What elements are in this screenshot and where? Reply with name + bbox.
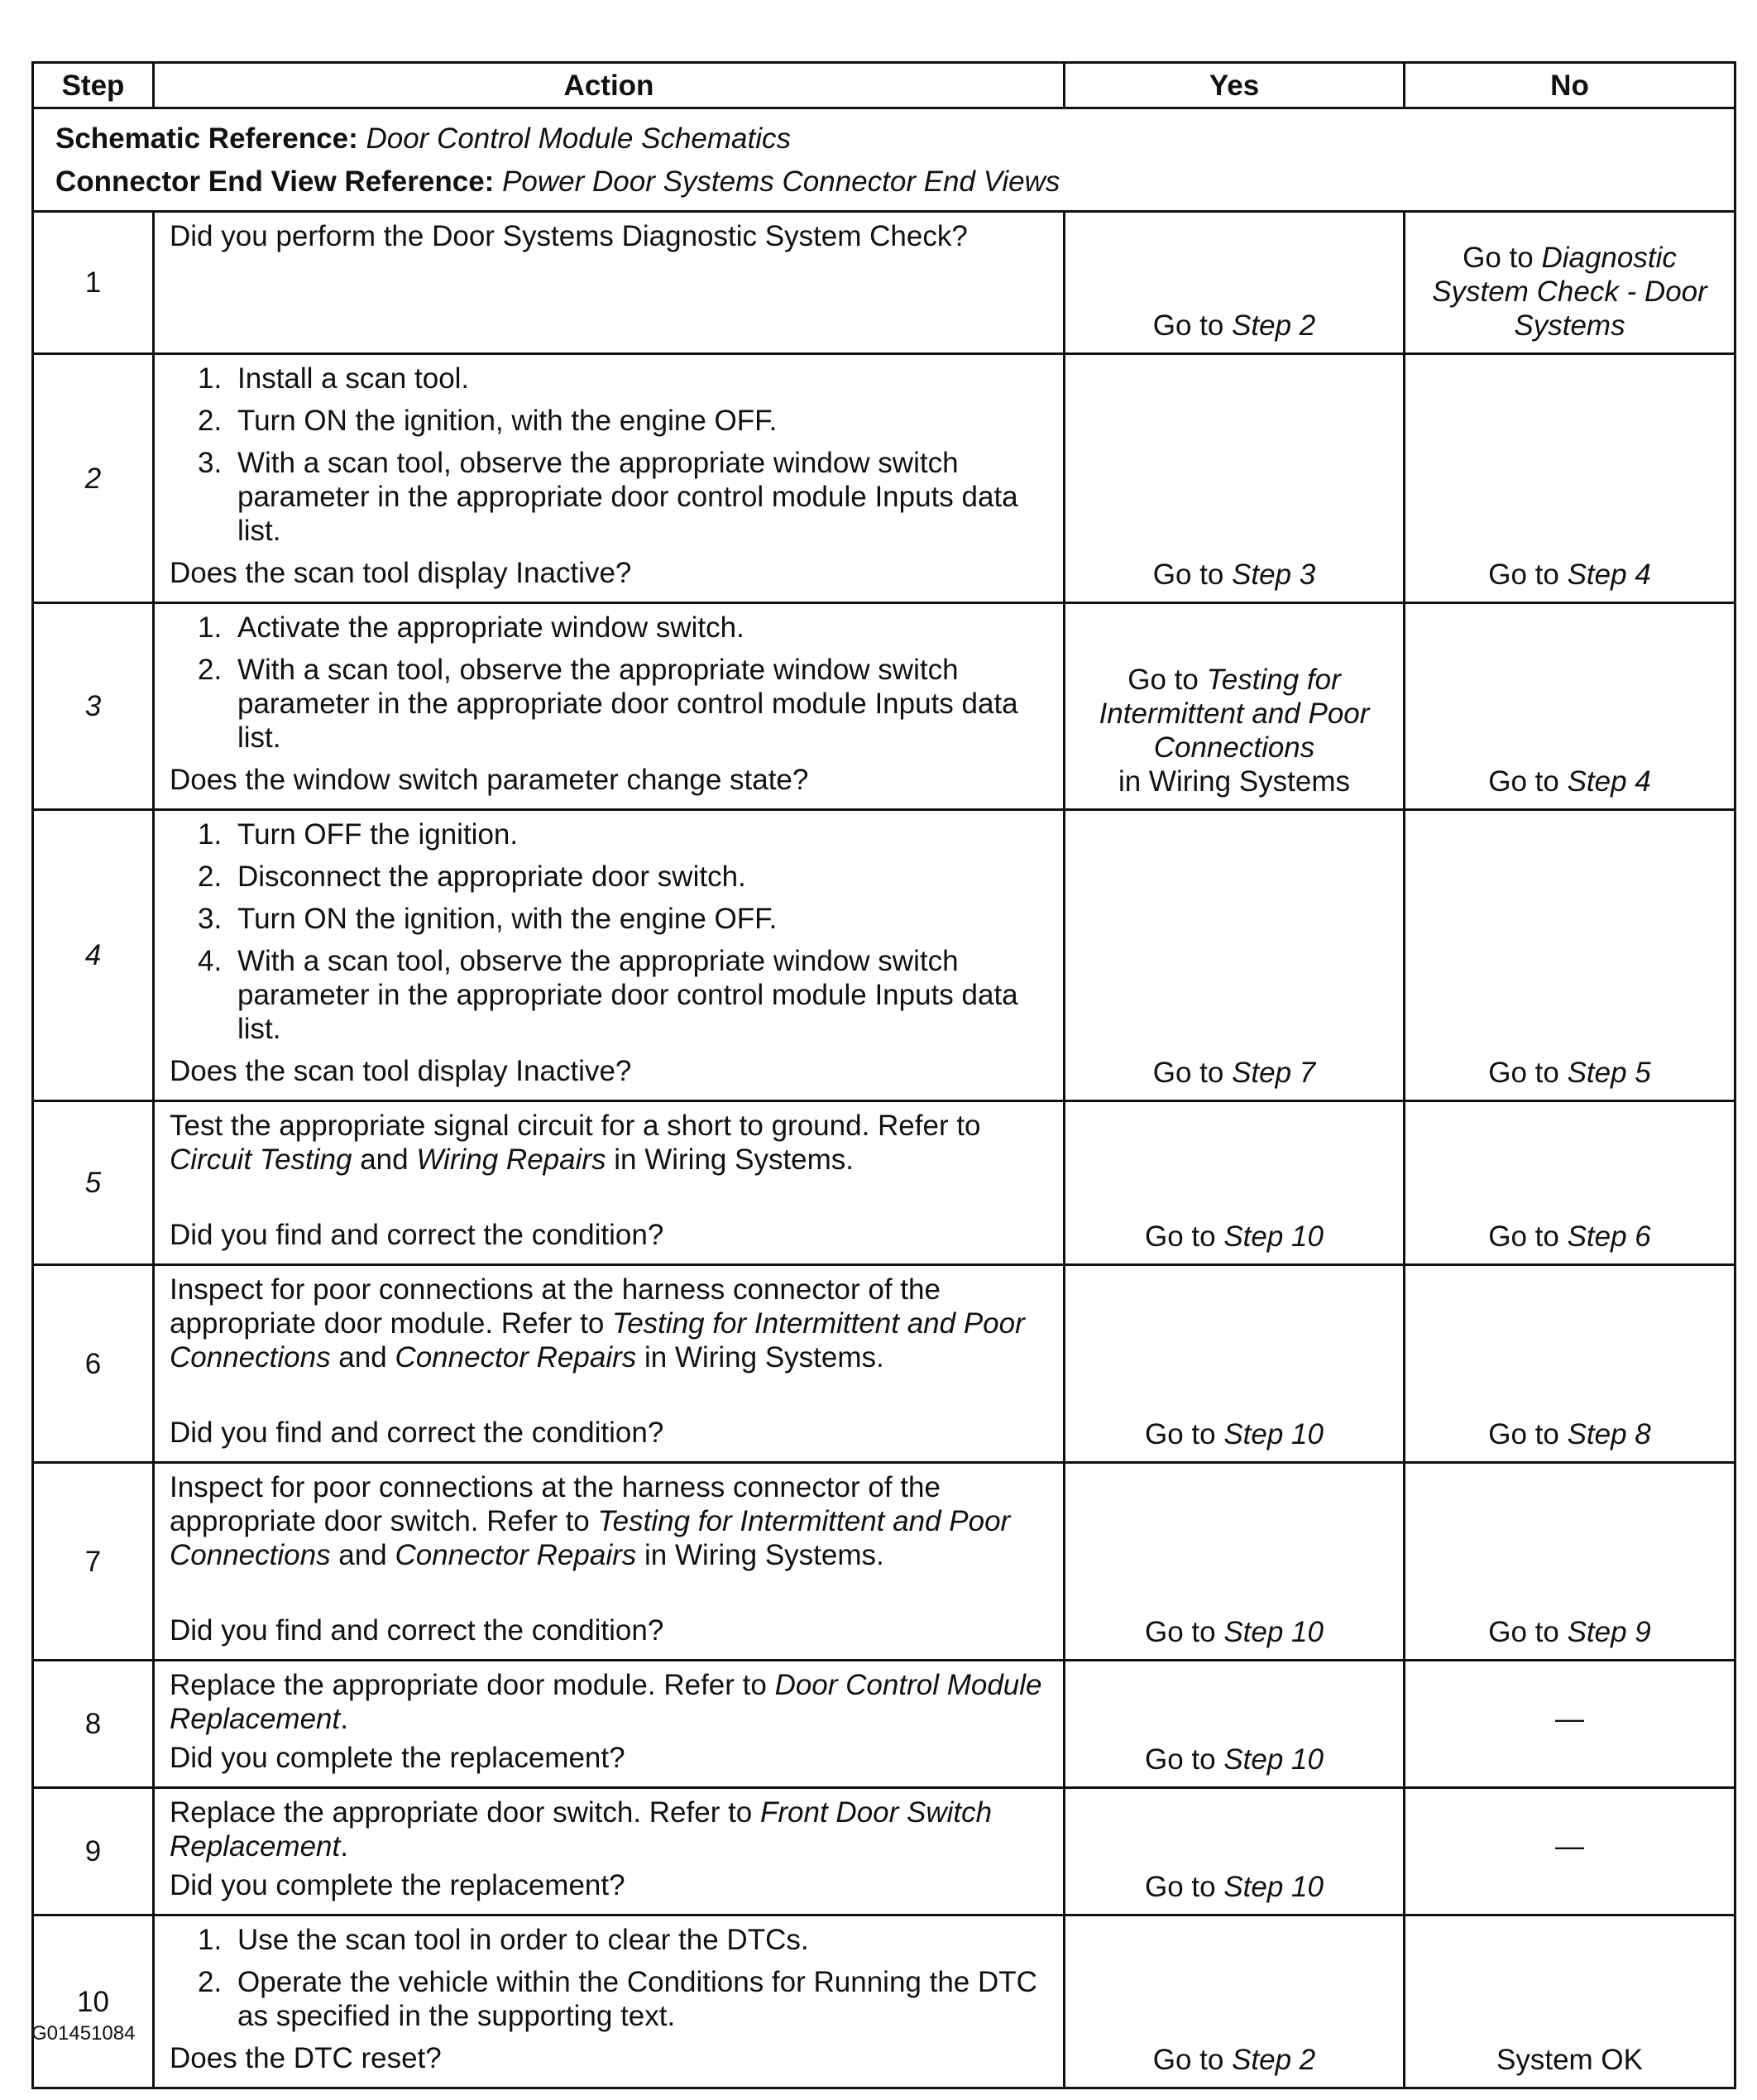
step-number: 2	[33, 354, 154, 603]
yes-cell	[1065, 1101, 1405, 1265]
yes-cell	[1065, 354, 1405, 603]
circuit-testing-link[interactable]: Circuit Testing	[170, 1143, 352, 1176]
table-row	[33, 1915, 1735, 2088]
yes-link[interactable]: Step 2	[1232, 309, 1316, 342]
yes-prefix: Go to	[1145, 1220, 1224, 1253]
yes-link[interactable]: Step 7	[1232, 1057, 1316, 1089]
table-row	[33, 354, 1735, 603]
list-item: 3. With a scan tool, observe the appropriate window switch parameter in the appropriate door control module Inputs data list.	[198, 447, 1018, 547]
table-row	[33, 1463, 1735, 1661]
list-item: 1. Use the scan tool in order to clear the DTCs.	[198, 1924, 809, 1956]
yes-suffix: in Wiring Systems	[1118, 765, 1351, 798]
yes-prefix: Go to	[1152, 309, 1233, 342]
no-prefix: Go to	[1488, 1616, 1568, 1648]
action-text: Inspect for poor connections at the harness connector of the appropriate door switch. Refer to Testing for Intermittent and Poor Connections and Connector Repairs in Wiring Systems.	[170, 1471, 1011, 1571]
action-cell	[154, 1463, 1065, 1661]
list-item: 2. Disconnect the appropriate door switch.	[198, 861, 746, 893]
question: Does the scan tool display Inactive?	[170, 557, 632, 589]
step-number: 7	[33, 1463, 154, 1661]
yes-prefix: Go to	[1127, 664, 1207, 696]
step-number: 4	[33, 810, 154, 1101]
connector-label: Connector End View Reference:	[55, 165, 495, 198]
action-cell	[154, 212, 1065, 354]
header-row	[33, 63, 1735, 108]
action-text: Test the appropriate signal circuit for a short to ground. Refer to Circuit Testing and Wiring Repairs in Wiring Systems.	[170, 1110, 981, 1176]
yes-cell	[1065, 1788, 1405, 1915]
list-item: 1. Activate the appropriate window switch.	[198, 611, 744, 644]
testing-intermittent-link[interactable]: Testing for Intermittent and Poor Connections	[170, 1505, 1011, 1571]
list-item: 4. With a scan tool, observe the appropriate window switch parameter in the appropriate door control module Inputs data list.	[198, 945, 1018, 1045]
no-cell	[1405, 603, 1735, 810]
yes-cell	[1065, 603, 1405, 810]
list-item: 1. Turn OFF the ignition.	[198, 818, 519, 851]
step-number: 9	[33, 1788, 154, 1915]
action-text: Did you perform the Door Systems Diagnostic System Check?	[170, 220, 968, 252]
reference-cell	[33, 108, 1735, 212]
yes-link[interactable]: Step 10	[1223, 1418, 1324, 1450]
list-item: 2. Turn ON the ignition, with the engine OFF.	[198, 405, 778, 437]
module-replacement-link[interactable]: Door Control Module Replacement	[170, 1669, 1042, 1735]
question: Does the window switch parameter change state?	[170, 764, 809, 796]
no-prefix: Go to	[1463, 242, 1542, 274]
connector-link[interactable]: Power Door Systems Connector End Views	[502, 165, 1060, 198]
action-text: Inspect for poor connections at the harness connector of the appropriate door module. Refer to Testing for Intermittent and Poor Connections and Connector Repairs in Wiring Systems.	[170, 1273, 1025, 1374]
schematic-reference	[55, 117, 1712, 161]
question: Does the DTC reset?	[170, 2042, 442, 2074]
yes-prefix: Go to	[1145, 1871, 1224, 1903]
step-number: 10	[33, 1915, 154, 2088]
no-cell	[1405, 810, 1735, 1101]
list-item: 3. Turn ON the ignition, with the engine OFF.	[198, 903, 778, 935]
yes-link[interactable]: Step 10	[1223, 1616, 1324, 1648]
no-link[interactable]: Step 6	[1567, 1220, 1651, 1253]
header-action: Action	[154, 63, 1065, 108]
action-text: Replace the appropriate door switch. Refer to Front Door Switch Replacement.	[170, 1796, 993, 1863]
table-row	[33, 212, 1735, 354]
connector-repairs-link[interactable]: Connector Repairs	[395, 1539, 637, 1571]
header-no: No	[1405, 63, 1735, 108]
yes-cell	[1065, 1463, 1405, 1661]
no-cell	[1405, 1265, 1735, 1463]
question: Did you complete the replacement?	[170, 1869, 625, 1901]
yes-cell	[1065, 810, 1405, 1101]
no-prefix: Go to	[1488, 1057, 1568, 1089]
substep-list	[170, 817, 1048, 1046]
yes-link[interactable]: Step 10	[1223, 1743, 1324, 1776]
no-prefix: Go to	[1488, 765, 1568, 798]
question: Did you find and correct the condition?	[170, 1219, 664, 1251]
no-cell	[1405, 354, 1735, 603]
action-cell	[154, 1101, 1065, 1265]
table-row	[33, 603, 1735, 810]
no-link[interactable]: Step 8	[1567, 1418, 1651, 1450]
table-row	[33, 1265, 1735, 1463]
switch-replacement-link[interactable]: Front Door Switch Replacement	[170, 1796, 993, 1863]
action-cell	[154, 1915, 1065, 2088]
yes-link[interactable]: Step 10	[1223, 1220, 1324, 1253]
table-row	[33, 810, 1735, 1101]
no-cell: System OK	[1405, 1915, 1735, 2088]
yes-prefix: Go to	[1152, 2044, 1233, 2076]
step-number: 6	[33, 1265, 154, 1463]
substep-list	[170, 1923, 1048, 2033]
action-cell	[154, 1265, 1065, 1463]
yes-prefix: Go to	[1152, 559, 1233, 591]
reference-row	[33, 108, 1735, 212]
diagnostic-table	[31, 61, 1736, 2089]
yes-cell	[1065, 212, 1405, 354]
connector-repairs-link[interactable]: Connector Repairs	[395, 1341, 637, 1374]
list-item: 1. Install a scan tool.	[198, 362, 470, 395]
schematic-label: Schematic Reference:	[55, 122, 358, 155]
yes-link[interactable]: Testing for Intermittent and Poor Connections	[1099, 664, 1370, 764]
yes-prefix: Go to	[1152, 1057, 1233, 1089]
question: Does the scan tool display Inactive?	[170, 1055, 632, 1087]
no-prefix: Go to	[1488, 1220, 1568, 1253]
no-cell: —	[1405, 1661, 1735, 1788]
yes-cell	[1065, 1915, 1405, 2088]
no-prefix: Go to	[1488, 1418, 1568, 1450]
no-cell: —	[1405, 1788, 1735, 1915]
step-number: 1	[33, 212, 154, 354]
no-prefix: Go to	[1488, 559, 1568, 591]
action-text: Replace the appropriate door module. Refer to Door Control Module Replacement.	[170, 1669, 1042, 1735]
yes-prefix: Go to	[1145, 1743, 1224, 1776]
table-row	[33, 1661, 1735, 1788]
action-cell	[154, 1661, 1065, 1788]
step-number: 3	[33, 603, 154, 810]
no-link[interactable]: Step 5	[1567, 1057, 1651, 1089]
no-link[interactable]: Step 4	[1567, 765, 1651, 798]
wiring-repairs-link[interactable]: Wiring Repairs	[416, 1143, 606, 1176]
header-step: Step	[33, 63, 154, 108]
yes-prefix: Go to	[1145, 1616, 1224, 1648]
yes-link[interactable]: Step 10	[1223, 1871, 1324, 1903]
action-cell	[154, 603, 1065, 810]
yes-prefix: Go to	[1145, 1418, 1224, 1450]
question: Did you find and correct the condition?	[170, 1614, 664, 1647]
substep-list	[170, 611, 1048, 755]
no-cell	[1405, 1463, 1735, 1661]
question: Did you complete the replacement?	[170, 1742, 625, 1774]
list-item: 2. With a scan tool, observe the appropriate window switch parameter in the appropriate door control module Inputs data list.	[198, 654, 1018, 754]
yes-link[interactable]: Step 2	[1232, 2044, 1316, 2076]
no-cell	[1405, 1101, 1735, 1265]
figure-id: G01451084	[31, 2022, 136, 2045]
schematic-link[interactable]: Door Control Module Schematics	[366, 122, 792, 155]
yes-cell	[1065, 1265, 1405, 1463]
step-number: 8	[33, 1661, 154, 1788]
testing-intermittent-link[interactable]: Testing for Intermittent and Poor Connections	[170, 1307, 1025, 1374]
table-row	[33, 1101, 1735, 1265]
action-cell	[154, 810, 1065, 1101]
no-link[interactable]: Diagnostic System Check - Door Systems	[1432, 242, 1707, 342]
yes-link[interactable]: Step 3	[1232, 559, 1316, 591]
question: Did you find and correct the condition?	[170, 1417, 664, 1449]
substep-list	[170, 362, 1048, 548]
list-item: 2. Operate the vehicle within the Conditions for Running the DTC as specified in the supporting text.	[198, 1966, 1037, 2032]
no-link[interactable]: Step 9	[1567, 1616, 1651, 1648]
yes-cell	[1065, 1661, 1405, 1788]
action-cell	[154, 354, 1065, 603]
connector-reference	[55, 161, 1712, 204]
action-cell	[154, 1788, 1065, 1915]
step-number: 5	[33, 1101, 154, 1265]
header-yes: Yes	[1065, 63, 1405, 108]
no-link[interactable]: Step 4	[1567, 559, 1651, 591]
no-cell	[1405, 212, 1735, 354]
table-row	[33, 1788, 1735, 1915]
